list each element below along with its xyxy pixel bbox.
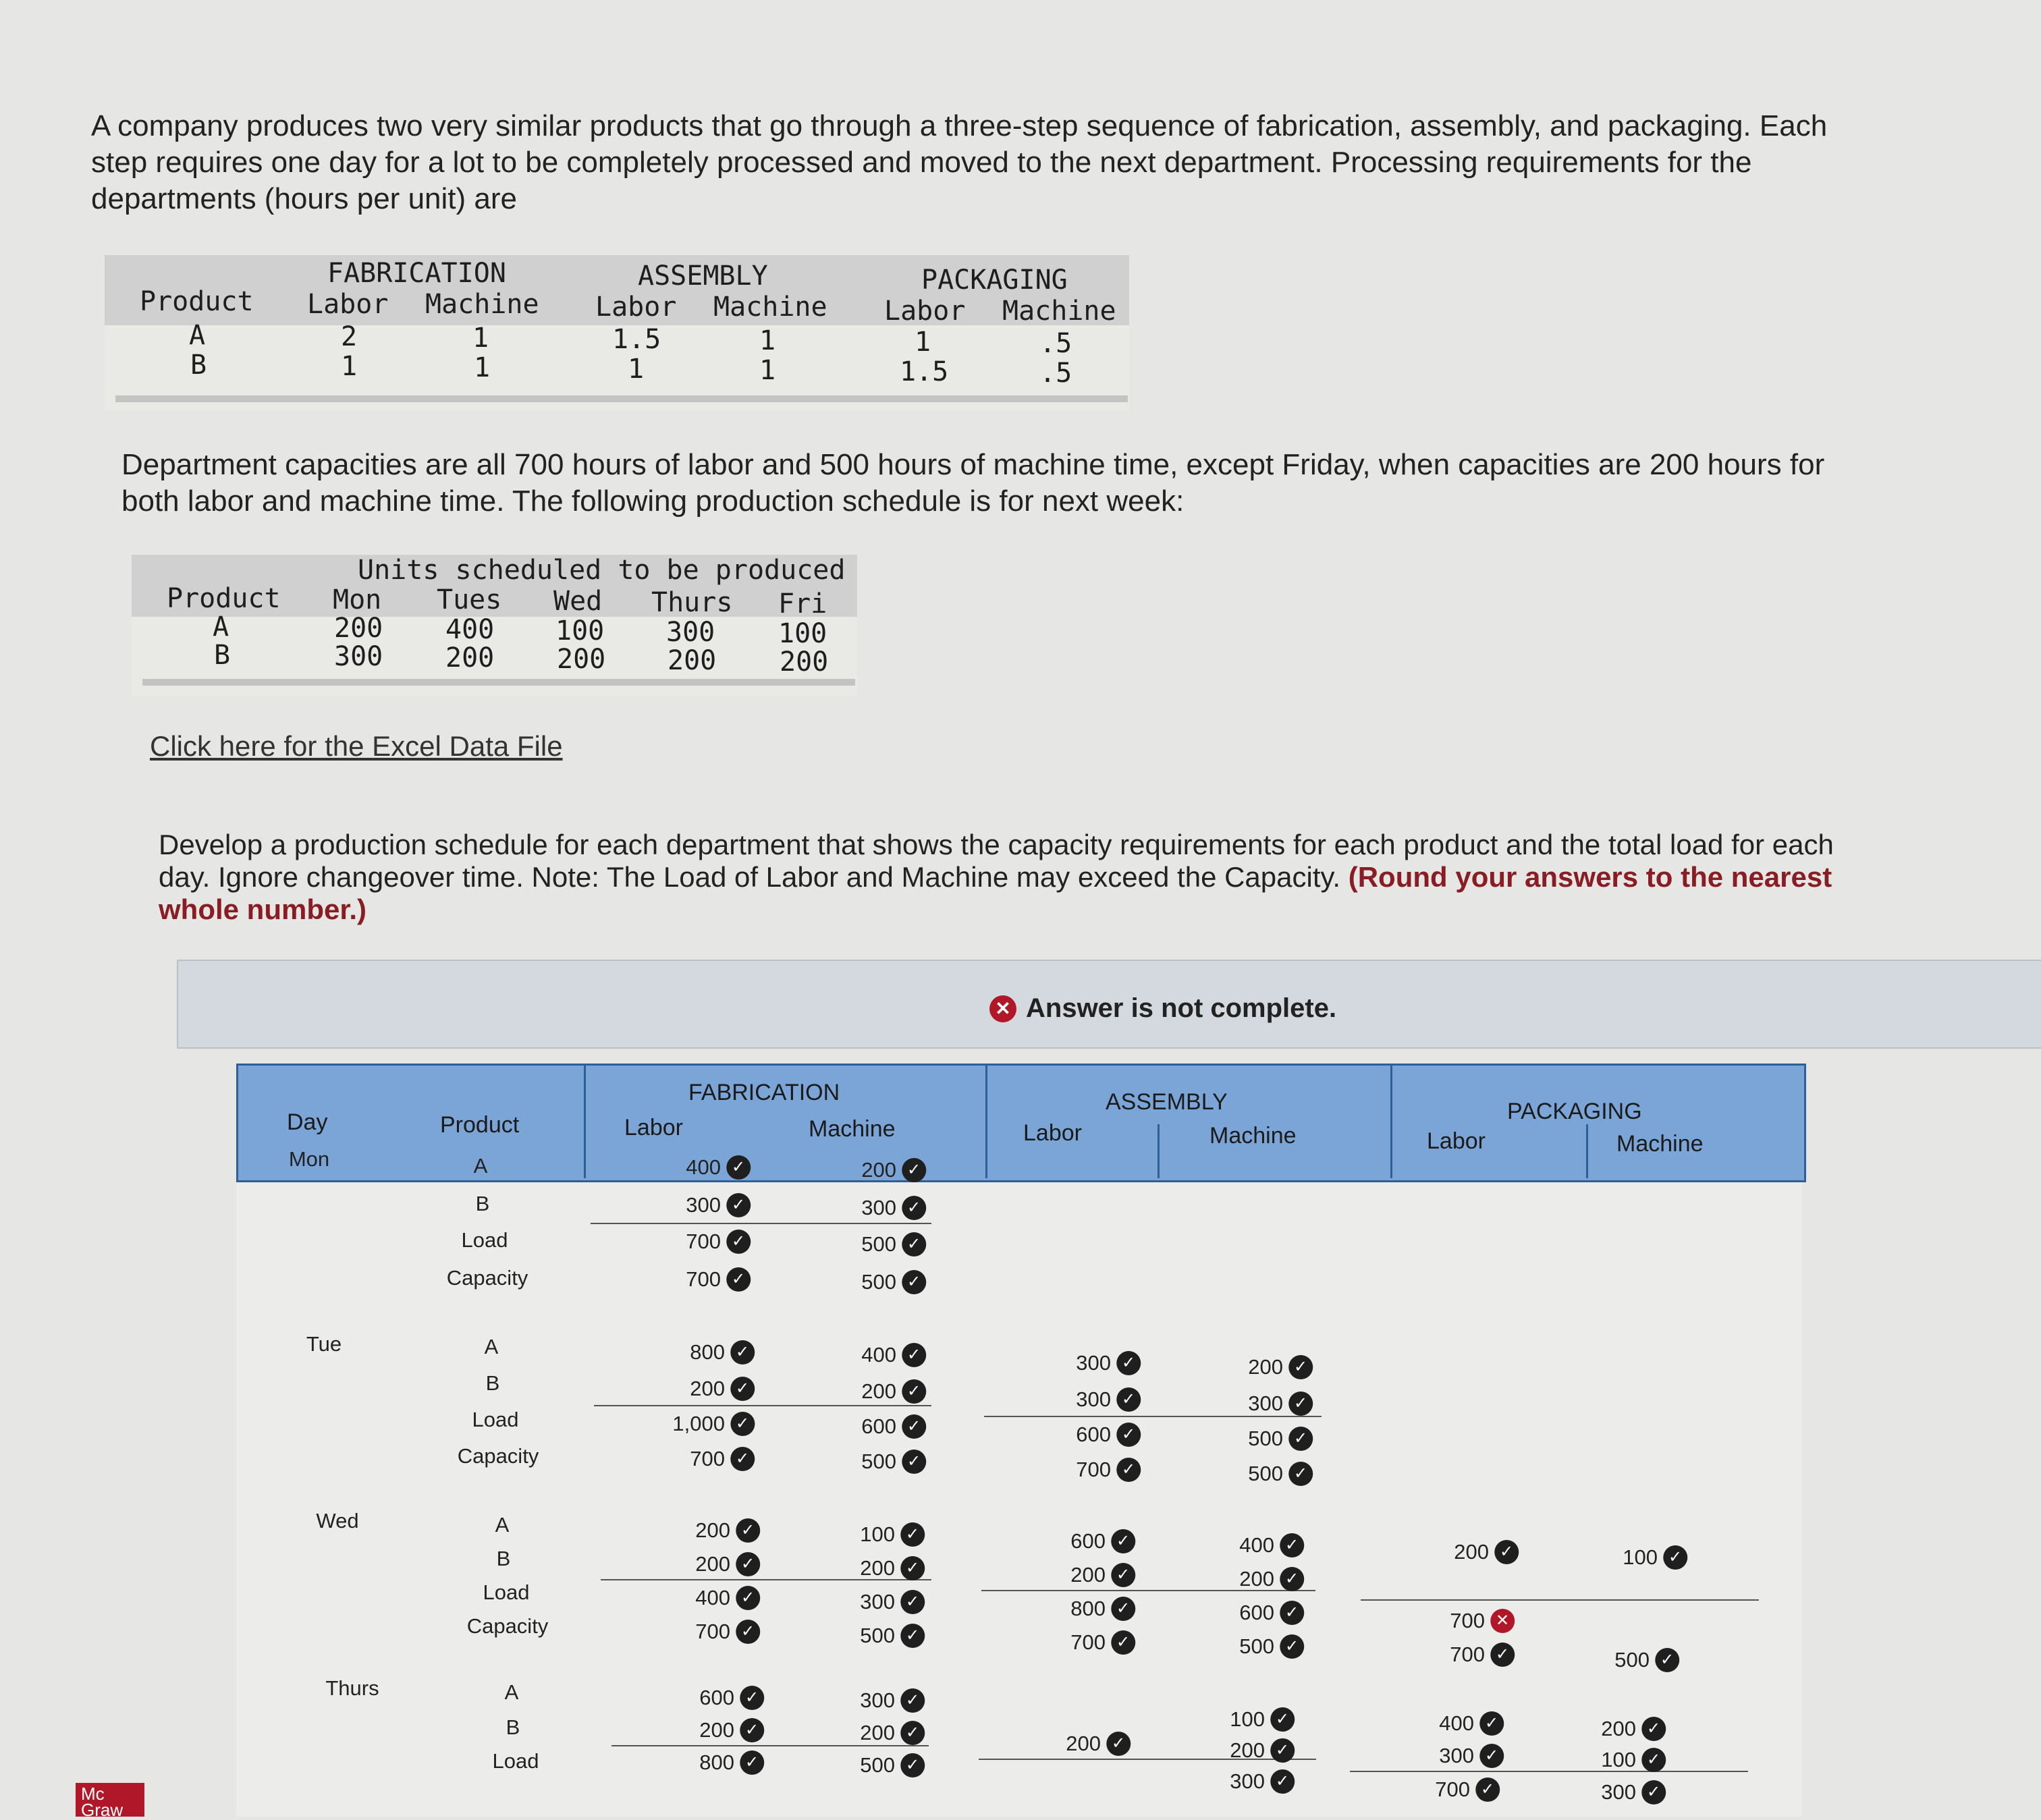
mon-product-a: A	[473, 1154, 488, 1178]
check-icon: ✓	[1288, 1462, 1313, 1486]
tue-asm-machine-load[interactable]: 500 ✓	[1248, 1427, 1313, 1451]
req-header-pkg-machine: Machine	[1002, 296, 1116, 327]
grid-header-pkg-labor: Labor	[1427, 1128, 1486, 1154]
check-icon: ✓	[1280, 1601, 1304, 1625]
tue-load-label: Load	[472, 1408, 519, 1431]
check-icon: ✓	[900, 1721, 925, 1745]
check-icon: ✓	[1280, 1567, 1304, 1591]
sched-header-fri: Fri	[778, 588, 827, 619]
capacity-line-2: both labor and machine time. The following production schedule is for next week:	[121, 485, 1185, 518]
wed-asm-labor-b[interactable]: 200 ✓	[1070, 1563, 1135, 1587]
check-icon: ✓	[1280, 1533, 1304, 1557]
wed-fab-labor-a[interactable]: 200 ✓	[695, 1518, 760, 1543]
check-icon: ✓	[1111, 1529, 1135, 1553]
thu-pkg-machine-a[interactable]: 200 ✓	[1601, 1717, 1666, 1741]
day-mon: Mon	[288, 1147, 330, 1171]
sched-a-product: A	[213, 611, 229, 642]
tue-asm-labor-load[interactable]: 600 ✓	[1076, 1423, 1141, 1447]
check-icon: ✓	[740, 1750, 764, 1775]
sched-a-thurs: 300	[666, 617, 715, 648]
check-icon: ✓	[1479, 1711, 1504, 1736]
grid-header-assembly: ASSEMBLY	[1106, 1089, 1228, 1115]
wed-pkg-machine-capacity[interactable]: 500 ✓	[1614, 1648, 1679, 1672]
wed-fab-machine-capacity[interactable]: 500 ✓	[860, 1624, 925, 1648]
thu-pkg-labor-load[interactable]: 700 ✓	[1435, 1777, 1500, 1802]
tue-capacity-label: Capacity	[457, 1444, 539, 1468]
req-a-pkg-machine: .5	[1039, 328, 1072, 359]
mon-fab-labor-a[interactable]: 400 ✓	[686, 1155, 751, 1180]
req-a-product: A	[189, 320, 206, 351]
tue-fab-labor-capacity[interactable]: 700 ✓	[690, 1447, 755, 1471]
sched-a-mon: 200	[334, 613, 383, 644]
mon-fab-machine-capacity[interactable]: 500 ✓	[861, 1270, 926, 1294]
tue-asm-labor-b[interactable]: 300 ✓	[1076, 1387, 1141, 1412]
sched-b-product: B	[214, 640, 231, 671]
mon-capacity-label: Capacity	[446, 1266, 528, 1290]
grid-header-fabrication: FABRICATION	[688, 1080, 840, 1105]
wed-product-a: A	[495, 1513, 510, 1537]
thu-fab-labor-load[interactable]: 800 ✓	[699, 1750, 764, 1775]
check-icon: ✓	[1270, 1738, 1295, 1763]
tue-asm-machine-a[interactable]: 200 ✓	[1248, 1355, 1313, 1379]
req-header-asm-labor: Labor	[595, 292, 677, 323]
wed-asm-machine-load[interactable]: 600 ✓	[1239, 1601, 1304, 1625]
requirements-table	[105, 255, 1129, 410]
check-icon: ✓	[1288, 1355, 1313, 1379]
capacity-line-1: Department capacities are all 700 hours of labor and 500 hours of machine time, except Friday, when capacities are 200 hours for	[121, 448, 1825, 481]
wed-asm-machine-b[interactable]: 200 ✓	[1239, 1567, 1304, 1591]
check-icon: ✓	[730, 1447, 755, 1471]
grid-header-product: Product	[440, 1112, 520, 1138]
sched-b-wed: 200	[557, 644, 606, 675]
tue-asm-machine-capacity[interactable]: 500 ✓	[1248, 1462, 1313, 1486]
check-icon: ✓	[1116, 1458, 1141, 1482]
thu-fab-labor-b[interactable]: 200 ✓	[699, 1718, 764, 1742]
answer-status	[989, 993, 1336, 1024]
excel-data-link[interactable]: Click here for the Excel Data File	[150, 730, 563, 762]
wed-load-label: Load	[483, 1580, 530, 1604]
check-icon: ✓	[740, 1686, 764, 1710]
check-icon: ✓	[1111, 1630, 1135, 1655]
mon-fab-machine-a[interactable]: 200 ✓	[861, 1158, 926, 1182]
grid-header-asm-machine: Machine	[1209, 1123, 1297, 1149]
thu-pkg-machine-load[interactable]: 300 ✓	[1601, 1780, 1666, 1804]
schedule-title: Units scheduled to be produced	[358, 555, 846, 586]
req-a-pkg-labor: 1	[915, 327, 931, 358]
intro-line-1: A company produces two very similar products that go through a three-step sequence of fabrication, assembly, and packaging. Each	[91, 109, 1828, 142]
sched-b-mon: 300	[334, 641, 383, 672]
sched-a-tues: 400	[445, 614, 495, 645]
sched-a-fri: 100	[778, 618, 827, 649]
answer-grid	[236, 1064, 1802, 1817]
check-icon: ✓	[902, 1270, 926, 1294]
tue-fab-labor-load[interactable]: 1,000 ✓	[672, 1412, 755, 1436]
check-icon: ✓	[902, 1379, 926, 1404]
intro-text	[91, 108, 1827, 217]
wed-fab-machine-b[interactable]: 200 ✓	[860, 1556, 925, 1580]
check-icon: ✓	[736, 1552, 760, 1576]
sched-b-tues: 200	[445, 642, 495, 673]
check-icon: ✓	[902, 1196, 926, 1220]
req-header-fabrication: FABRICATION	[327, 258, 506, 289]
wed-capacity-label: Capacity	[466, 1614, 549, 1638]
day-wed: Wed	[316, 1509, 359, 1533]
wed-asm-labor-load[interactable]: 800 ✓	[1070, 1597, 1135, 1621]
check-icon: ✓	[902, 1414, 926, 1439]
check-icon: ✓	[1116, 1423, 1141, 1447]
check-icon: ✓	[736, 1620, 760, 1644]
thu-fab-machine-b[interactable]: 200 ✓	[860, 1721, 925, 1745]
check-icon: ✓	[730, 1340, 755, 1364]
check-icon: ✓	[730, 1412, 755, 1436]
day-tue: Tue	[306, 1332, 342, 1356]
wed-product-b: B	[496, 1547, 511, 1570]
error-x-icon: ✕	[989, 995, 1016, 1022]
req-b-fab-machine: 1	[474, 352, 491, 383]
tue-fab-machine-b[interactable]: 200 ✓	[861, 1379, 926, 1404]
grid-header-fab-machine: Machine	[809, 1116, 896, 1142]
answer-status-text: Answer is not complete.	[1026, 993, 1337, 1023]
req-header-assembly: ASSEMBLY	[638, 260, 768, 292]
thu-fab-labor-a[interactable]: 600 ✓	[699, 1686, 764, 1710]
wed-fab-labor-b[interactable]: 200 ✓	[695, 1552, 760, 1576]
req-a-fab-machine: 1	[472, 323, 489, 354]
check-icon: ✓	[1663, 1545, 1687, 1570]
req-header-fab-labor: Labor	[307, 289, 389, 320]
check-icon: ✓	[1116, 1387, 1141, 1412]
task-rounding-note: (Round your answers to the nearest	[1348, 861, 1832, 893]
check-icon: ✓	[1479, 1744, 1504, 1768]
check-icon: ✓	[900, 1624, 925, 1648]
wed-pkg-labor-capacity[interactable]: 700 ✓	[1450, 1643, 1515, 1667]
grid-header-day: Day	[287, 1109, 328, 1135]
wed-pkg-machine-a[interactable]: 100 ✓	[1623, 1545, 1687, 1570]
check-icon: ✓	[1655, 1648, 1679, 1672]
req-b-fab-labor: 1	[341, 351, 358, 382]
wed-asm-machine-capacity[interactable]: 500 ✓	[1239, 1634, 1304, 1659]
mon-fab-labor-b[interactable]: 300 ✓	[686, 1193, 751, 1217]
tue-product-b: B	[485, 1371, 500, 1395]
req-header-packaging: PACKAGING	[921, 265, 1068, 296]
sched-a-wed: 100	[555, 615, 605, 646]
check-icon: ✓	[900, 1688, 925, 1713]
req-a-fab-labor: 2	[341, 321, 358, 352]
check-icon: ✓	[1280, 1634, 1304, 1659]
check-icon: ✓	[902, 1343, 926, 1367]
check-icon: ✓	[1270, 1707, 1295, 1732]
thu-product-a: A	[504, 1680, 519, 1704]
tue-fab-machine-load[interactable]: 600 ✓	[861, 1414, 926, 1439]
thu-product-b: B	[506, 1715, 520, 1739]
thu-fab-machine-a[interactable]: 300 ✓	[860, 1688, 925, 1713]
check-icon: ✓	[1490, 1643, 1515, 1667]
thu-asm-machine-b[interactable]: 200 ✓	[1230, 1738, 1295, 1763]
check-icon: ✓	[1641, 1717, 1666, 1741]
wed-asm-machine-a[interactable]: 400 ✓	[1239, 1533, 1304, 1557]
mon-fab-labor-load[interactable]: 700 ✓	[686, 1230, 751, 1254]
thu-pkg-machine-b[interactable]: 100 ✓	[1601, 1748, 1666, 1772]
thu-load-label: Load	[492, 1749, 539, 1773]
check-icon: ✓	[1116, 1351, 1141, 1375]
tue-asm-labor-capacity[interactable]: 700 ✓	[1076, 1458, 1141, 1482]
check-icon: ✓	[902, 1232, 926, 1257]
check-icon: ✓	[1111, 1597, 1135, 1621]
grid-header-fab-labor: Labor	[624, 1115, 683, 1140]
capacity-text	[121, 447, 1824, 520]
wed-asm-labor-a[interactable]: 600 ✓	[1070, 1529, 1135, 1553]
wed-fab-labor-capacity[interactable]: 700 ✓	[695, 1620, 760, 1644]
sched-b-thurs: 200	[668, 645, 717, 676]
check-icon: ✓	[1288, 1391, 1313, 1416]
check-icon: ✓	[726, 1267, 751, 1292]
error-x-icon: ✕	[1490, 1609, 1515, 1633]
check-icon: ✓	[900, 1522, 925, 1547]
sched-header-product: Product	[167, 583, 281, 614]
tue-fab-machine-a[interactable]: 400 ✓	[861, 1343, 926, 1367]
check-icon: ✓	[1641, 1780, 1666, 1804]
req-b-asm-labor: 1	[628, 354, 645, 385]
check-icon: ✓	[900, 1556, 925, 1580]
req-header-product: Product	[140, 286, 254, 317]
check-icon: ✓	[740, 1718, 764, 1742]
wed-fab-machine-load[interactable]: 300 ✓	[860, 1590, 925, 1614]
req-a-asm-machine: 1	[759, 325, 776, 356]
req-header-fab-machine: Machine	[425, 289, 539, 320]
mon-fab-machine-load[interactable]: 500 ✓	[861, 1232, 926, 1257]
grid-header-pkg-machine: Machine	[1616, 1131, 1704, 1157]
check-icon: ✓	[1475, 1777, 1500, 1802]
check-icon: ✓	[902, 1158, 926, 1182]
task-line-1: Develop a production schedule for each department that shows the capacity requirements for each product and the total load for each	[159, 829, 1834, 860]
check-icon: ✓	[726, 1193, 751, 1217]
thu-asm-machine-a[interactable]: 100 ✓	[1230, 1707, 1295, 1732]
tue-fab-labor-b[interactable]: 200 ✓	[690, 1377, 755, 1401]
tue-product-a: A	[484, 1335, 499, 1358]
mon-product-b: B	[475, 1192, 490, 1215]
task-line-3: whole number.)	[159, 893, 367, 925]
thu-pkg-labor-b[interactable]: 300 ✓	[1439, 1744, 1504, 1768]
check-icon: ✓	[900, 1753, 925, 1777]
req-header-pkg-labor: Labor	[884, 296, 966, 327]
intro-line-2: step requires one day for a lot to be completely processed and moved to the next department. Processing requirements for the	[91, 146, 1752, 179]
tue-fab-machine-capacity[interactable]: 500 ✓	[861, 1450, 926, 1474]
day-thurs: Thurs	[325, 1676, 379, 1700]
check-icon: ✓	[726, 1155, 751, 1180]
sched-b-fri: 200	[780, 646, 829, 678]
schedule-table	[132, 555, 857, 696]
thu-asm-labor-a[interactable]: 200 ✓	[1066, 1732, 1131, 1756]
tue-fab-labor-a[interactable]: 800 ✓	[690, 1340, 755, 1364]
tue-asm-machine-b[interactable]: 300 ✓	[1248, 1391, 1313, 1416]
grid-header-packaging: PACKAGING	[1507, 1099, 1642, 1124]
check-icon: ✓	[726, 1230, 751, 1254]
sched-header-wed: Wed	[553, 586, 603, 617]
wed-fab-machine-a[interactable]: 100 ✓	[860, 1522, 925, 1547]
thu-pkg-labor-a[interactable]: 400 ✓	[1439, 1711, 1504, 1736]
sched-header-thurs: Thurs	[651, 587, 733, 618]
check-icon: ✓	[902, 1450, 926, 1474]
sched-header-tues: Tues	[437, 584, 502, 615]
tue-asm-labor-a[interactable]: 300 ✓	[1076, 1351, 1141, 1375]
task-text	[159, 829, 1834, 926]
req-b-product: B	[190, 350, 207, 381]
check-icon: ✓	[1494, 1540, 1519, 1564]
check-icon: ✓	[900, 1590, 925, 1614]
req-b-pkg-machine: .5	[1039, 358, 1072, 389]
wed-asm-labor-capacity[interactable]: 700 ✓	[1070, 1630, 1135, 1655]
grid-header-asm-labor: Labor	[1023, 1120, 1082, 1146]
check-icon: ✓	[1288, 1427, 1313, 1451]
check-icon: ✓	[1270, 1769, 1295, 1794]
req-header-asm-machine: Machine	[713, 292, 827, 323]
task-line-2: day. Ignore changeover time. Note: The Load of Labor and Machine may exceed the Capacity.	[159, 861, 1341, 893]
intro-line-3: departments (hours per unit) are	[91, 182, 517, 215]
check-icon: ✓	[1111, 1563, 1135, 1587]
check-icon: ✓	[1641, 1748, 1666, 1772]
req-b-pkg-labor: 1.5	[900, 356, 949, 387]
sched-header-mon: Mon	[333, 584, 382, 615]
check-icon: ✓	[1106, 1732, 1131, 1756]
mon-fab-labor-capacity[interactable]: 700 ✓	[686, 1267, 751, 1292]
mcgraw-logo: Mc Graw	[76, 1783, 144, 1817]
thu-asm-machine-load[interactable]: 300 ✓	[1230, 1769, 1295, 1794]
mon-fab-machine-b[interactable]: 300 ✓	[861, 1196, 926, 1220]
req-b-asm-machine: 1	[759, 355, 776, 386]
check-icon: ✓	[730, 1377, 755, 1401]
req-a-asm-labor: 1.5	[612, 324, 661, 355]
wed-pkg-labor-a[interactable]: 200 ✓	[1454, 1540, 1519, 1564]
wed-pkg-labor-load[interactable]: 700 ✕	[1450, 1609, 1515, 1633]
check-icon: ✓	[736, 1518, 760, 1543]
thu-fab-machine-load[interactable]: 500 ✓	[860, 1753, 925, 1777]
mon-load-label: Load	[461, 1228, 508, 1252]
check-icon: ✓	[736, 1586, 760, 1610]
wed-fab-labor-load[interactable]: 400 ✓	[695, 1586, 760, 1610]
